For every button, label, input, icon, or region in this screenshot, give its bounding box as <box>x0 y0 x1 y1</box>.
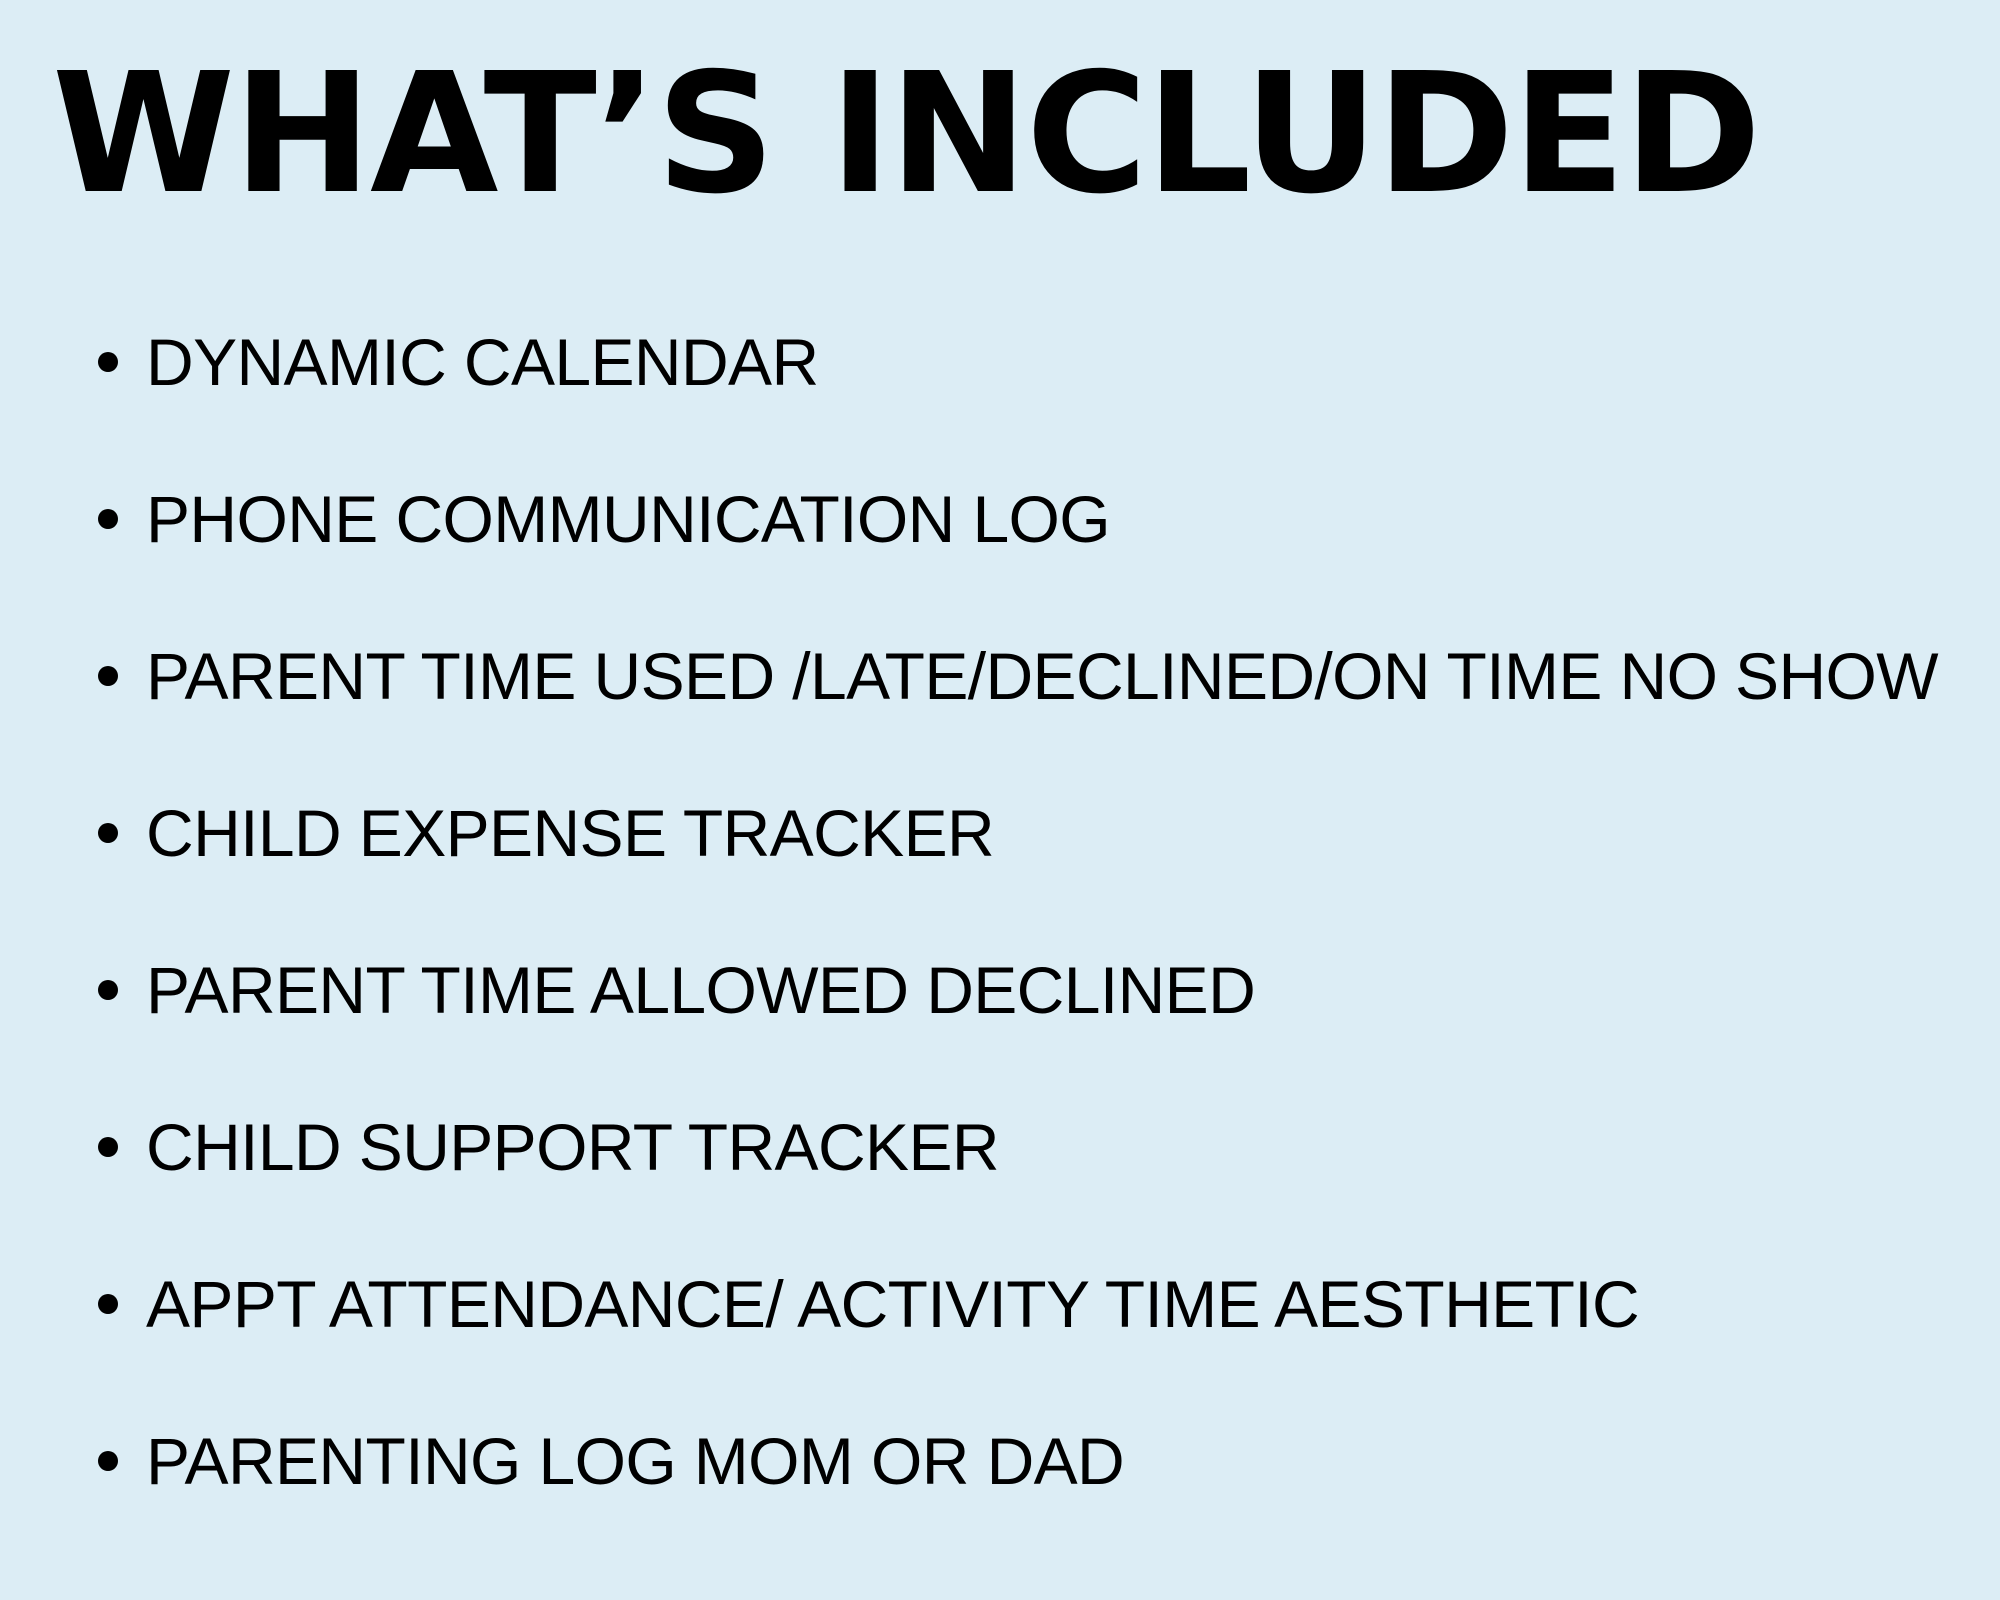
page-title: WHAT’S INCLUDED <box>52 38 1760 231</box>
list-item-label: PHONE COMMUNICATION LOG <box>146 482 1111 556</box>
list-item-label: CHILD SUPPORT TRACKER <box>146 1110 999 1184</box>
bullet-icon <box>98 1294 118 1314</box>
bullet-icon <box>98 980 118 1000</box>
bullet-icon <box>98 352 118 372</box>
bullet-icon <box>98 666 118 686</box>
list-item-label: APPT ATTENDANCE/ ACTIVITY TIME AESTHETIC <box>146 1267 1640 1341</box>
list-item-label: CHILD EXPENSE TRACKER <box>146 796 995 870</box>
list-item-label: PARENT TIME ALLOWED DECLINED <box>146 953 1256 1027</box>
bullet-icon <box>98 823 118 843</box>
bullet-icon <box>98 1137 118 1157</box>
list-item-label: DYNAMIC CALENDAR <box>146 325 819 399</box>
bullet-icon <box>98 1451 118 1471</box>
bullet-icon <box>98 509 118 529</box>
list-item-label: PARENT TIME USED /LATE/DECLINED/ON TIME NO SHOW <box>146 639 1938 713</box>
list-item-label: PARENTING LOG MOM OR DAD <box>146 1424 1125 1498</box>
